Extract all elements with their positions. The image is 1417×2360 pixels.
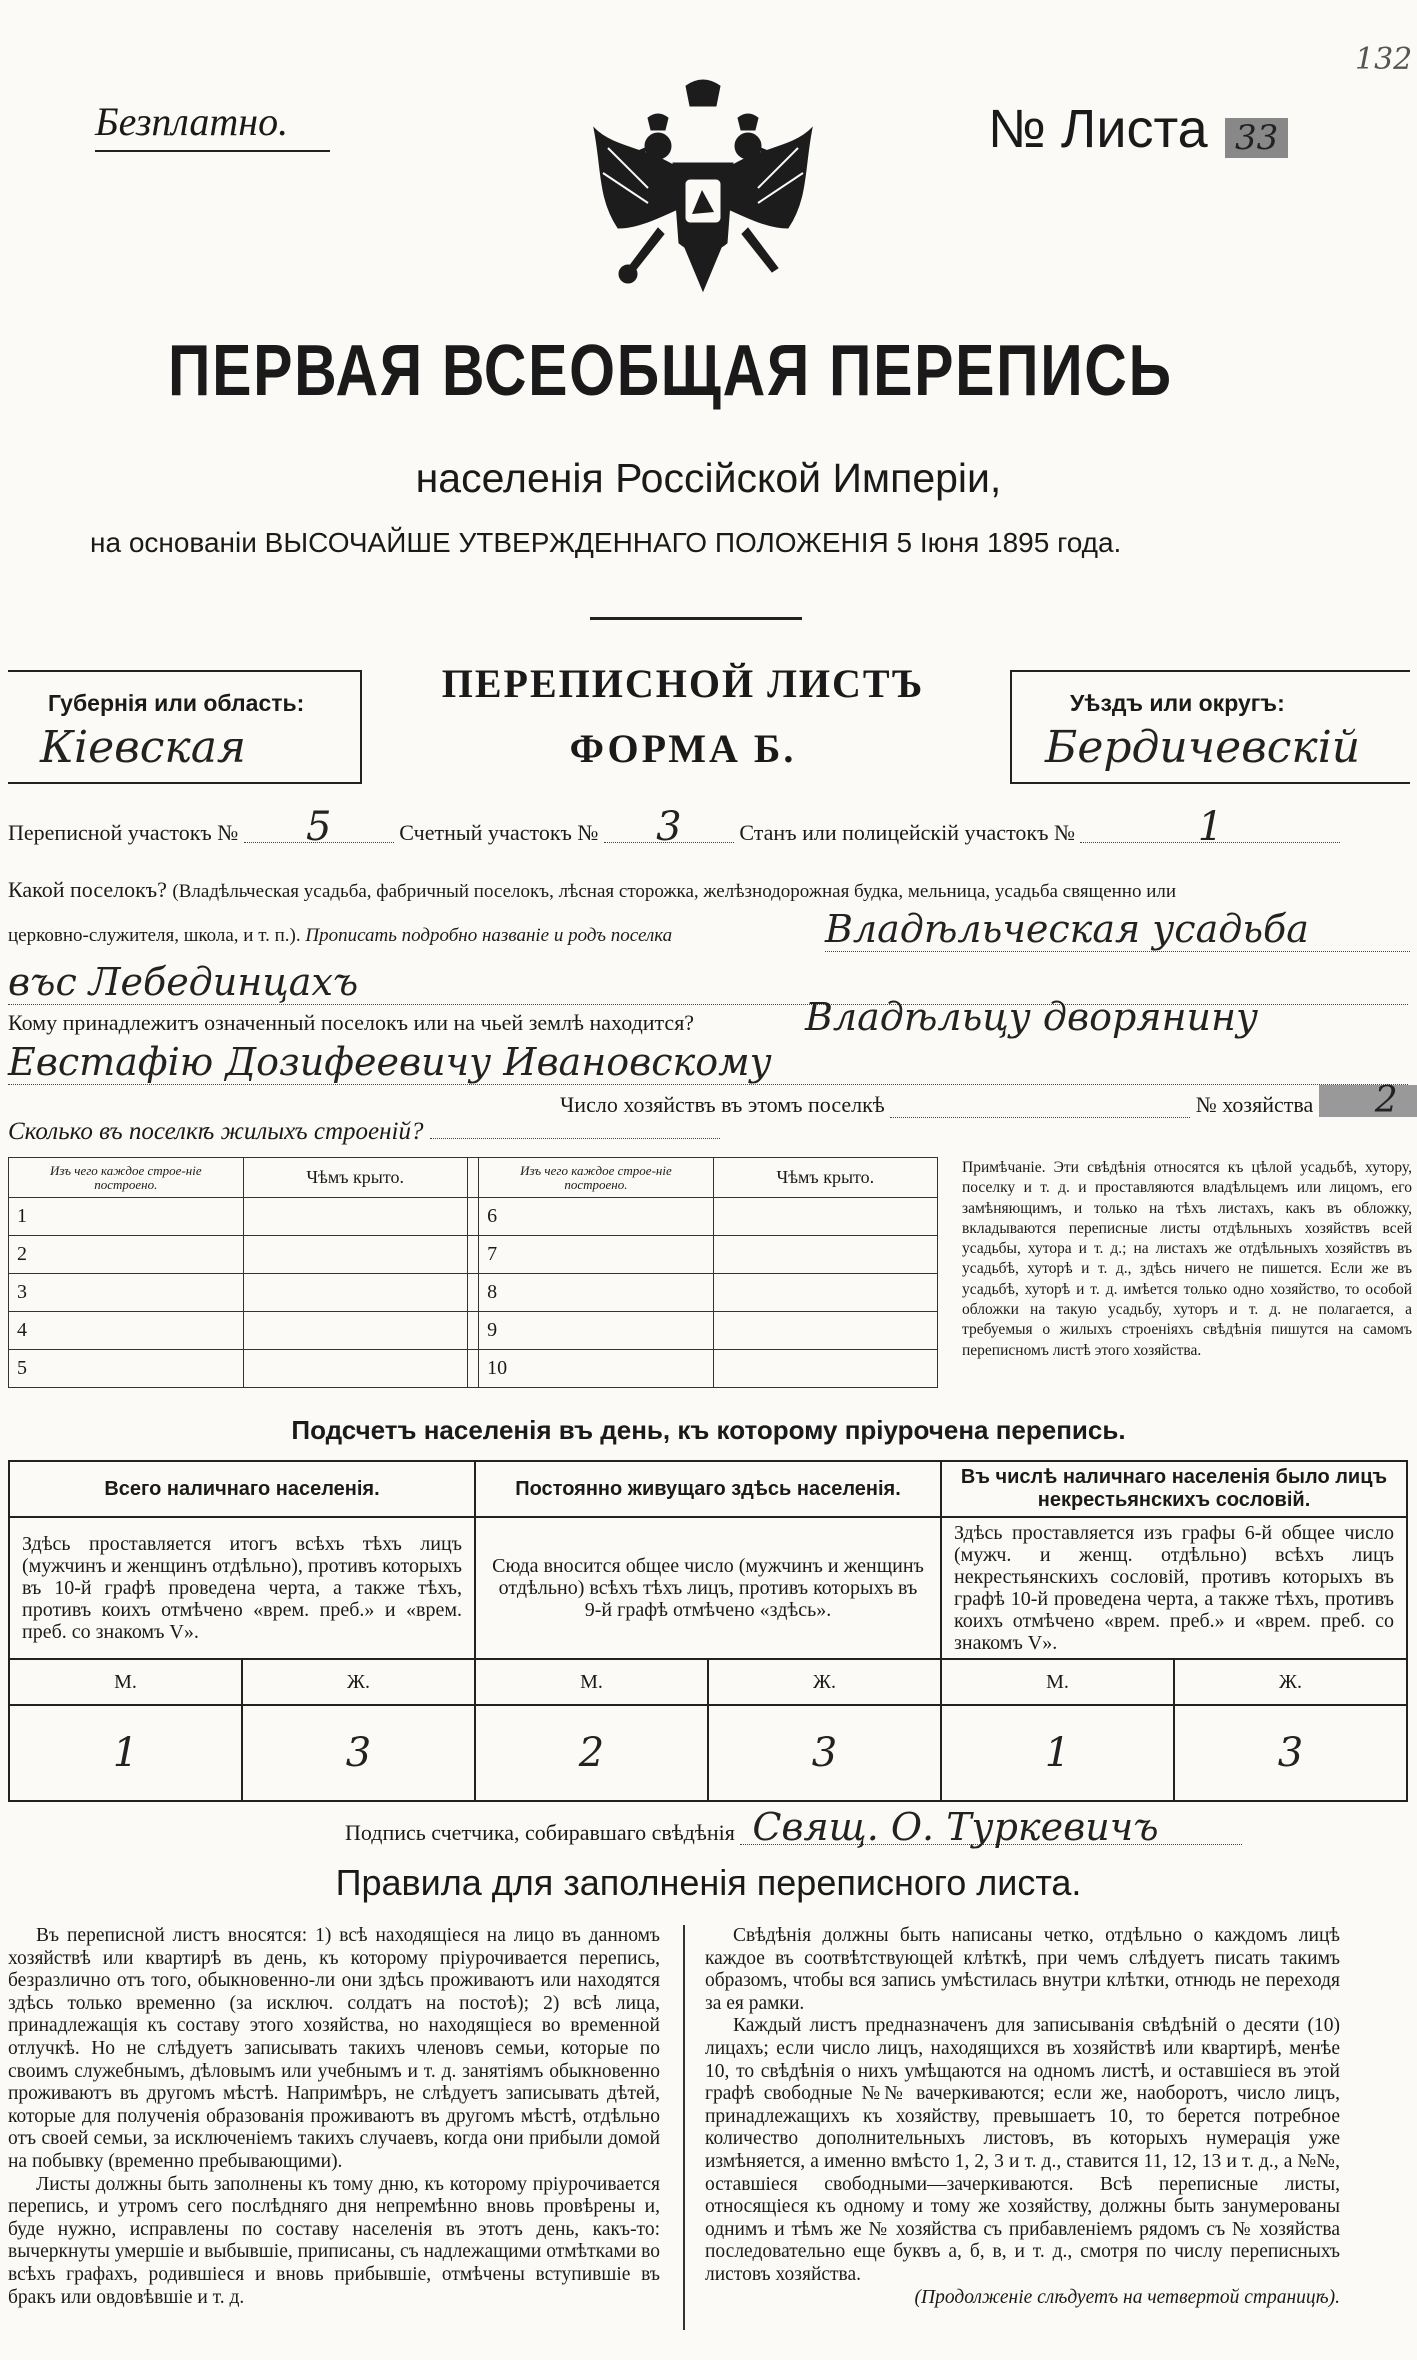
table-row <box>9 1198 938 1236</box>
rules-right-paragraph: Свѣдѣнія должны быть написаны четко, отдѣльно о каждомъ лицѣ каждое въ соотвѣтствующей клѣткѣ, при чемъ слѣдуетъ писать такимъ образомъ, чтобы вся запись умѣстилась внутри клѣтки, отнюдь не переходя за ея рамки. <box>705 1925 1340 2014</box>
corner-mark: 132 <box>1355 42 1413 77</box>
female-label: Ж. <box>242 1659 475 1705</box>
owner-value: Владѣльцу дворянину <box>805 995 1259 1039</box>
form-title: ПЕРЕПИСНОЙ ЛИСТЪ <box>441 661 925 706</box>
page-title: ПЕРВАЯ ВСЕОБЩАЯ ПЕРЕПИСЬ <box>168 331 1173 411</box>
rules-divider <box>683 1925 685 2330</box>
row-number: 8 <box>479 1274 714 1312</box>
row-number: 3 <box>9 1274 244 1312</box>
settlement-question: Какой поселокъ? <box>8 877 167 902</box>
col-roof-header: Чѣмъ крыто. <box>243 1158 467 1198</box>
table-row <box>9 1236 938 1274</box>
settlement-row <box>8 877 1413 903</box>
free-label: Безплатно. <box>95 99 289 144</box>
non-peasant-female-value: 3 <box>1174 1705 1407 1801</box>
total-female-value: 3 <box>242 1705 475 1801</box>
free-underline <box>95 150 330 152</box>
settlement-row-2 <box>8 925 672 947</box>
row-number: 10 <box>479 1350 714 1388</box>
station-label: Станъ или полицейскій участокъ № <box>739 820 1075 845</box>
district-value: Бердичевскій <box>1045 722 1361 773</box>
buildings-question: Сколько въ поселкѣ жилыхъ строеній? <box>8 1118 424 1145</box>
row-number: 4 <box>9 1312 244 1350</box>
col-permanent-title: Постоянно живущаго здѣсь населенія. <box>475 1461 941 1517</box>
permanent-male-value: 2 <box>475 1705 708 1801</box>
household-number-value: 2 <box>1319 1085 1417 1117</box>
signature-value: Свящ. О. Туркевичъ <box>740 1810 1242 1845</box>
station-value: 1 <box>1080 812 1340 843</box>
province-label: Губернія или область: <box>48 690 305 716</box>
province-value: Кіевская <box>40 722 247 773</box>
rules-left-column <box>8 1925 660 2309</box>
male-label: М. <box>475 1659 708 1705</box>
signature-row <box>345 1805 1242 1849</box>
settlement-value-2: въс Лебединцахъ <box>8 960 1408 1005</box>
permanent-female-value: 3 <box>708 1705 941 1801</box>
col-total-title: Всего наличнаго населенія. <box>9 1461 475 1517</box>
table-row <box>9 1350 938 1388</box>
rules-continued: (Продолженіе слѣдуетъ на четвертой страницѣ). <box>914 2286 1340 2308</box>
male-label: М. <box>941 1659 1174 1705</box>
rules-title: Правила для заполненія переписного листа. <box>335 1862 1082 1903</box>
rules-right-column <box>705 1925 1340 2309</box>
count-area-label: Счетный участокъ № <box>399 820 599 845</box>
household-number-label: № хозяйства <box>1195 1092 1314 1117</box>
settlement-hint-3: Прописать подробно названіе и родъ поселка <box>305 925 673 946</box>
rules-right-paragraph: Каждый листъ предназначенъ для записыванія свѣдѣній о десяти (10) лицахъ; если число лицъ, находящихся въ хозяйствѣ или квартирѣ, менѣе 10, то свѣдѣнія о нихъ умѣщаются на одномъ листѣ, и оставшіеся въ этой графѣ свободные №№ вачеркиваются; если же, наоборотъ, число лицъ, принадлежащихъ къ хозяйству, превышаетъ 10, то берется потребное количество дополнительныхъ листовъ, въ которыхъ нумерація уже измѣняется, а именно вмѣсто 1, 2, 3 и т. д., ставится 11, 12, 13 и т. д., а №№, оставшіеся свободными—зачеркиваются. Всѣ переписные листы, относящіеся къ одному и тому же хозяйству, должны быть занумерованы однимъ и тѣмъ же № хозяйства съ прибавленіемъ рядомъ съ № хозяйства последовательно еще буквъ а, б, в, и т. д., смотря по числу переписныхъ листовъ хозяйства. <box>705 2015 1340 2285</box>
page-subtitle: населенія Россійской Имперіи, <box>415 455 1002 501</box>
owner-value-2: Евстафію Дозифеевичу Ивановскому <box>8 1040 1408 1085</box>
female-label: Ж. <box>708 1659 941 1705</box>
population-table <box>8 1460 1408 1802</box>
title-divider <box>590 617 802 620</box>
row-number: 6 <box>479 1198 714 1236</box>
households-row <box>560 1080 1417 1121</box>
col-roof-header: Чѣмъ крыто. <box>713 1158 937 1198</box>
col-non-peasant-title: Въ числѣ наличнаго населенія было лицъ некрестьянскихъ сословій. <box>941 1461 1407 1517</box>
buildings-row <box>8 1118 720 1146</box>
male-label: М. <box>9 1659 242 1705</box>
col-permanent-desc: Сюда вносится общее число (мужчинъ и женщинъ отдѣльно) всѣхъ тѣхъ лицъ, противъ которыхъ въ 9-й графѣ отмѣчено «здѣсь». <box>475 1517 941 1659</box>
table-row <box>9 1312 938 1350</box>
district-label: Уѣздъ или округъ: <box>1070 690 1285 716</box>
households-label: Число хозяйствъ въ этомъ поселкѣ <box>560 1092 885 1117</box>
table-row <box>9 1274 938 1312</box>
settlement-value: Владѣльческая усадьба <box>825 907 1410 952</box>
rules-left-paragraph: Въ переписной листъ вносятся: 1) всѣ находящіеся на лицо въ данномъ хозяйствѣ или квартирѣ въ день, къ которому пріурочивается перепись, безразлично отъ того, обыкновенно-ли они здѣсь проживаютъ или находятся здѣсь только временно (за исключ. солдатъ на постоѣ); 2) всѣ лица, принадлежащія къ составу этого хозяйства, но находящіеся во временной отлучкѣ. Но не слѣдуетъ записывать такихъ членовъ семьи, которые по своимъ служебнымъ, дѣловымъ или учебнымъ и т. д. занятіямъ обыкновенно проживаютъ въ другомъ мѣстѣ. Напримѣръ, не слѣдуетъ записывать дѣтей, которые для полученія образованія проживаютъ въ другомъ мѣстѣ, отдѣльно отъ своей семьи, за исключеніемъ такихъ случаевъ, когда они прибыли домой на побывку (временно пребывающими). <box>8 1925 660 2172</box>
non-peasant-male-value: 1 <box>941 1705 1174 1801</box>
census-area-value: 5 <box>244 812 394 843</box>
female-label: Ж. <box>1174 1659 1407 1705</box>
form-subtitle: ФОРМА Б. <box>569 726 797 771</box>
settlement-hint: (Владѣльческая усадьба, фабричный поселокъ, лѣсная сторожка, желѣзнодорожная будка, мельница, усадьба священно или <box>172 881 1177 902</box>
total-male-value: 1 <box>9 1705 242 1801</box>
sheet-number-value: 33 <box>1225 118 1288 158</box>
col-material-header: Изъ чего каждое строе-ніе построено. <box>479 1158 714 1198</box>
owner-question: Кому принадлежитъ означенный поселокъ или на чьей землѣ находится? <box>8 1010 695 1035</box>
row-number: 7 <box>479 1236 714 1274</box>
row-number: 2 <box>9 1236 244 1274</box>
col-total-desc: Здѣсь проставляется итогъ всѣхъ тѣхъ лицъ (мужчинъ и женщинъ отдѣльно), противъ которыхъ въ 10-й графѣ проведена черта, а также тѣхъ, противъ коихъ отмѣчено «врем. преб.» и «врем. преб. со знакомъ V». <box>9 1517 475 1659</box>
population-heading: Подсчетъ населенія въ день, къ которому пріурочена перепись. <box>291 1415 1126 1445</box>
count-area-value: 3 <box>604 812 734 843</box>
households-value <box>890 1095 1190 1118</box>
rules-left-paragraph: Листы должны быть заполнены къ тому дню, къ которому пріурочивается перепись, и утромъ сего послѣдняго дня непремѣнно вновь провѣрены и, буде нужно, исправлены по составу населенія въ этотъ день, какъ-то: вычеркнуты умершіе и выбывшіе, приписаны, съ надлежащими отмѣтками во всѣхъ графахъ, родившіеся и вновь прибывшіе, отмѣчены вступившіе въ бракъ или овдовѣвшіе и т. д. <box>8 2173 660 2308</box>
eagle-emblem-icon <box>588 78 818 316</box>
row-number: 5 <box>9 1350 244 1388</box>
settlement-hint-2: церковно-служителя, школа, и т. п.). <box>8 925 301 946</box>
row-number: 9 <box>479 1312 714 1350</box>
row-number: 1 <box>9 1198 244 1236</box>
buildings-value <box>430 1118 720 1139</box>
buildings-note: Примѣчаніе. Эти свѣдѣнія относятся къ цѣлой усадьбѣ, хутору, поселку и т. д. и проставляются владѣльцемъ или лицомъ, его замѣняющимъ, и только на тѣхъ листахъ, какъ въ обложку, вкладываются переписные листы отдѣльныхъ хозяйствъ всей усадьбы, хутора и т. д.; на листахъ же отдѣльныхъ хозяйствъ въ усадьбѣ, хуторѣ и т. д., здѣсь ничего не пишется. Если же въ усадьбѣ, хуторѣ и т. д. имѣется только одно хозяйство, то особой обложки на такую усадьбу, хуторъ и т. д. не полагается, а требуемыя о жилыхъ строеніяхъ свѣдѣнія пишутся на самомъ переписномъ листѣ этого хозяйства. <box>962 1159 1412 1359</box>
sheet-number-label: № Листа <box>988 99 1208 159</box>
census-area-row <box>8 804 1340 850</box>
col-material-header: Изъ чего каждое строе-ніе построено. <box>9 1158 244 1198</box>
buildings-table <box>8 1157 938 1388</box>
census-area-label: Переписной участокъ № <box>8 820 239 845</box>
signature-label: Подпись счетчика, собиравшаго свѣдѣнія <box>345 1820 735 1845</box>
col-non-peasant-desc: Здѣсь проставляется изъ графы 6-й общее число (мужч. и женщ. отдѣльно) всѣхъ лицъ некрестьянскихъ сословій, противъ которыхъ въ графѣ 10-й проведена черта, а также тѣхъ, противъ коихъ отмѣчено «врем. преб.» и «врем. преб. со знакомъ V». <box>941 1517 1407 1659</box>
page-basis: на основаніи ВЫСОЧАЙШЕ УТВЕРЖДЕННАГО ПОЛОЖЕНІЯ 5 Іюня 1895 года. <box>90 527 1122 558</box>
